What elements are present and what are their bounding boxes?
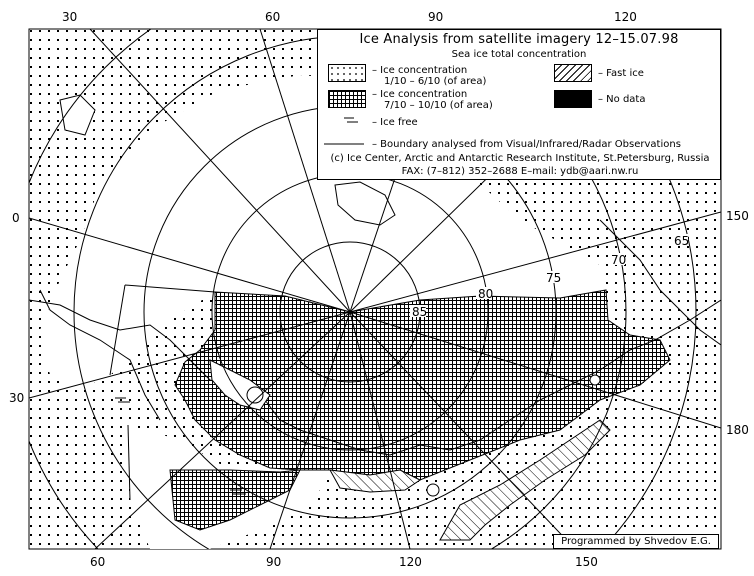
no-data-swatch [554,90,592,108]
contact-line: FAX: (7–812) 352–2688 E–mail: ydb@aari.nw.ru [401,166,639,177]
lon-label-right-180: 180 [726,423,749,437]
low-concentration-label-1: – Ice concentration [372,65,468,76]
low-concentration-label-2: 1/10 – 6/10 (of area) [384,76,487,87]
copyright-line: (c) Ice Center, Arctic and Antarctic Research Institute, St.Petersburg, Russia [330,153,710,164]
high-concentration-label-1: – Ice concentration [372,89,468,100]
high-concentration-swatch [328,90,366,108]
lat-label-85: 85 [412,305,428,319]
lon-label-top-30: 30 [62,10,78,24]
lon-label-left-30: 30 [9,391,25,405]
legend-subtitle: Sea ice total concentration [451,49,587,60]
ice-free-symbol [342,116,362,126]
lon-label-left-0: 0 [12,211,20,225]
legend-title: Ice Analysis from satellite imagery 12–15.07.98 [359,32,679,47]
lon-label-bottom-150: 150 [575,555,598,569]
boundary-label: – Boundary analysed from Visual/Infrared/Radar Observations [372,139,681,150]
legend-box [317,29,721,180]
boundary-symbol [324,141,364,147]
lon-label-bottom-90: 90 [266,555,282,569]
lat-label-75: 75 [546,271,562,285]
fast-ice-label: – Fast ice [598,68,644,79]
lat-label-65: 65 [674,234,690,248]
programmer-credit: Programmed by Shvedov E.G. [553,534,719,549]
lon-label-right-150: 150 [726,209,749,223]
fast-ice-swatch [554,64,592,82]
island [427,484,439,496]
lat-label-70: 70 [611,253,627,267]
lon-label-bottom-60: 60 [90,555,106,569]
lon-label-top-60: 60 [265,10,281,24]
lon-label-top-120: 120 [614,10,637,24]
ice-free-label: – Ice free [372,117,418,128]
island [590,375,600,385]
lat-label-80: 80 [478,287,494,301]
lon-label-bottom-120: 120 [399,555,422,569]
high-concentration-label-2: 7/10 – 10/10 (of area) [384,100,493,111]
no-data-label: – No data [598,94,646,105]
low-concentration-swatch [328,64,366,82]
lon-label-top-90: 90 [428,10,444,24]
